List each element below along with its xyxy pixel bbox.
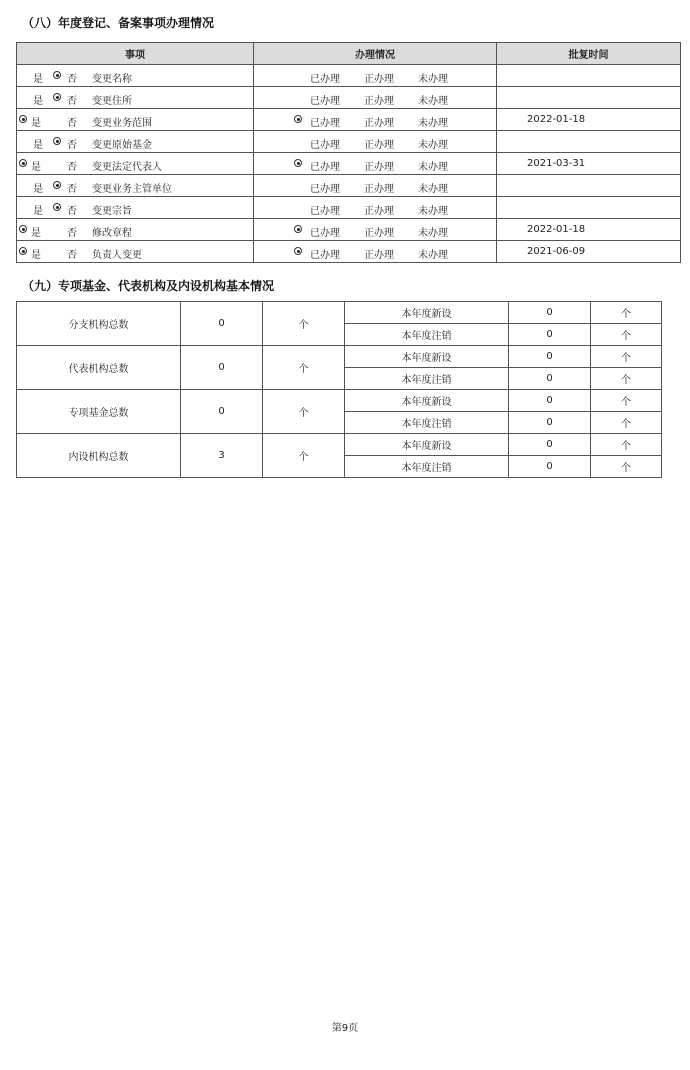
unit-label: 个: [591, 346, 662, 368]
category-label: 专项基金总数: [17, 390, 181, 434]
unit-label: 个: [591, 456, 662, 478]
registration-table: [16, 42, 681, 263]
item-name: 变更法定代表人: [92, 162, 162, 173]
no-label: 否: [67, 162, 77, 173]
unit-label: 个: [591, 390, 662, 412]
item-name: 变更名称: [92, 74, 132, 85]
status-not-done-label: 未办理: [418, 140, 448, 151]
approval-date: 2021-06-09: [497, 241, 681, 263]
page-number: 第9页: [331, 1023, 359, 1034]
radio-no-icon[interactable]: [53, 71, 61, 79]
status-done-label: 已办理: [310, 162, 340, 173]
status-done-label: 已办理: [310, 206, 340, 217]
table-row: [17, 241, 681, 263]
status-in-progress-label: 正办理: [364, 140, 394, 151]
header-item: 事项: [17, 43, 254, 65]
status-not-done-label: 未办理: [418, 74, 448, 85]
no-label: 否: [67, 74, 77, 85]
category-label: 内设机构总数: [17, 434, 181, 478]
item-cell: [17, 87, 254, 109]
radio-no-icon[interactable]: [53, 93, 61, 101]
item-cell: [17, 219, 254, 241]
status-not-done-label: 未办理: [418, 118, 448, 129]
unit-label: 个: [591, 302, 662, 324]
approval-date: 2021-03-31: [497, 153, 681, 175]
status-done-label: 已办理: [310, 184, 340, 195]
item-cell: [17, 175, 254, 197]
status-not-done-label: 未办理: [418, 162, 448, 173]
status-done-label: 已办理: [310, 228, 340, 239]
item-name: 变更业务范围: [92, 118, 152, 129]
item-cell: [17, 241, 254, 263]
item-name: 修改章程: [92, 228, 132, 239]
table-row: [17, 390, 662, 412]
category-label: 分支机构总数: [17, 302, 181, 346]
status-cell: [254, 197, 497, 219]
status-not-done-label: 未办理: [418, 206, 448, 217]
radio-no-icon[interactable]: [53, 181, 61, 189]
total-count: 0: [181, 390, 263, 434]
item-cell: [17, 109, 254, 131]
yes-label: 是: [31, 250, 41, 261]
table-row: [17, 434, 662, 456]
table-row: [17, 175, 681, 197]
table-row: [17, 87, 681, 109]
approval-date: [497, 131, 681, 153]
new-label: 本年度新设: [345, 390, 509, 412]
status-not-done-label: 未办理: [418, 184, 448, 195]
table-row: [17, 65, 681, 87]
status-done-label: 已办理: [310, 96, 340, 107]
radio-done-icon[interactable]: [294, 159, 302, 167]
status-done-label: 已办理: [310, 140, 340, 151]
cancel-label: 本年度注销: [345, 324, 509, 346]
item-cell: [17, 197, 254, 219]
cancel-count: 0: [509, 368, 591, 390]
radio-no-icon[interactable]: [53, 137, 61, 145]
status-in-progress-label: 正办理: [364, 74, 394, 85]
radio-no-icon[interactable]: [53, 203, 61, 211]
status-in-progress-label: 正办理: [364, 228, 394, 239]
approval-date: 2022-01-18: [497, 219, 681, 241]
cancel-label: 本年度注销: [345, 368, 509, 390]
status-cell: [254, 87, 497, 109]
yes-label: 是: [31, 228, 41, 239]
cancel-label: 本年度注销: [345, 456, 509, 478]
item-name: 变更业务主管单位: [92, 184, 172, 195]
yes-label: 是: [33, 206, 43, 217]
table-row: [17, 131, 681, 153]
table-row: [17, 153, 681, 175]
status-in-progress-label: 正办理: [364, 118, 394, 129]
yes-label: 是: [33, 140, 43, 151]
status-cell: [254, 241, 497, 263]
table-row: [17, 219, 681, 241]
unit-label: 个: [591, 412, 662, 434]
new-count: 0: [509, 434, 591, 456]
header-status: 办理情况: [254, 43, 497, 65]
total-count: 3: [181, 434, 263, 478]
section9-title: （九）专项基金、代表机构及内设机构基本情况: [22, 279, 275, 293]
unit-label: 个: [591, 368, 662, 390]
new-count: 0: [509, 390, 591, 412]
item-name: 变更原始基金: [92, 140, 152, 151]
section8-title: （八）年度登记、备案事项办理情况: [22, 16, 215, 30]
approval-date: [497, 175, 681, 197]
status-done-label: 已办理: [310, 118, 340, 129]
status-cell: [254, 219, 497, 241]
radio-yes-icon[interactable]: [19, 159, 27, 167]
new-label: 本年度新设: [345, 346, 509, 368]
unit-label: 个: [263, 302, 345, 346]
item-name: 变更宗旨: [92, 206, 132, 217]
approval-date: 2022-01-18: [497, 109, 681, 131]
no-label: 否: [67, 184, 77, 195]
status-cell: [254, 175, 497, 197]
radio-done-icon[interactable]: [294, 247, 302, 255]
approval-date: [497, 65, 681, 87]
no-label: 否: [67, 250, 77, 261]
radio-done-icon[interactable]: [294, 115, 302, 123]
no-label: 否: [67, 228, 77, 239]
unit-label: 个: [263, 346, 345, 390]
table-header-row: [17, 43, 681, 65]
status-in-progress-label: 正办理: [364, 96, 394, 107]
radio-yes-icon[interactable]: [19, 225, 27, 233]
status-cell: [254, 153, 497, 175]
unit-label: 个: [263, 434, 345, 478]
status-cell: [254, 131, 497, 153]
radio-yes-icon[interactable]: [19, 247, 27, 255]
new-label: 本年度新设: [345, 302, 509, 324]
radio-done-icon[interactable]: [294, 225, 302, 233]
yes-label: 是: [31, 162, 41, 173]
table-row: [17, 346, 662, 368]
status-in-progress-label: 正办理: [364, 162, 394, 173]
table-row: [17, 302, 662, 324]
new-label: 本年度新设: [345, 434, 509, 456]
status-in-progress-label: 正办理: [364, 184, 394, 195]
status-not-done-label: 未办理: [418, 228, 448, 239]
new-count: 0: [509, 346, 591, 368]
table-row: [17, 109, 681, 131]
no-label: 否: [67, 140, 77, 151]
radio-yes-icon[interactable]: [19, 115, 27, 123]
status-not-done-label: 未办理: [418, 96, 448, 107]
category-label: 代表机构总数: [17, 346, 181, 390]
yes-label: 是: [31, 118, 41, 129]
item-cell: [17, 153, 254, 175]
approval-date: [497, 197, 681, 219]
item-cell: [17, 131, 254, 153]
cancel-label: 本年度注销: [345, 412, 509, 434]
item-name: 负责人变更: [92, 250, 142, 261]
header-date: 批复时间: [497, 43, 681, 65]
institutions-table: [16, 301, 662, 478]
unit-label: 个: [591, 434, 662, 456]
new-count: 0: [509, 302, 591, 324]
status-in-progress-label: 正办理: [364, 206, 394, 217]
status-in-progress-label: 正办理: [364, 250, 394, 261]
yes-label: 是: [33, 74, 43, 85]
item-name: 变更住所: [92, 96, 132, 107]
table-row: [17, 197, 681, 219]
no-label: 否: [67, 206, 77, 217]
status-cell: [254, 109, 497, 131]
cancel-count: 0: [509, 412, 591, 434]
approval-date: [497, 87, 681, 109]
yes-label: 是: [33, 96, 43, 107]
unit-label: 个: [591, 324, 662, 346]
yes-label: 是: [33, 184, 43, 195]
no-label: 否: [67, 96, 77, 107]
cancel-count: 0: [509, 456, 591, 478]
no-label: 否: [67, 118, 77, 129]
item-cell: [17, 65, 254, 87]
status-not-done-label: 未办理: [418, 250, 448, 261]
total-count: 0: [181, 302, 263, 346]
unit-label: 个: [263, 390, 345, 434]
status-done-label: 已办理: [310, 250, 340, 261]
status-cell: [254, 65, 497, 87]
cancel-count: 0: [509, 324, 591, 346]
total-count: 0: [181, 346, 263, 390]
status-done-label: 已办理: [310, 74, 340, 85]
